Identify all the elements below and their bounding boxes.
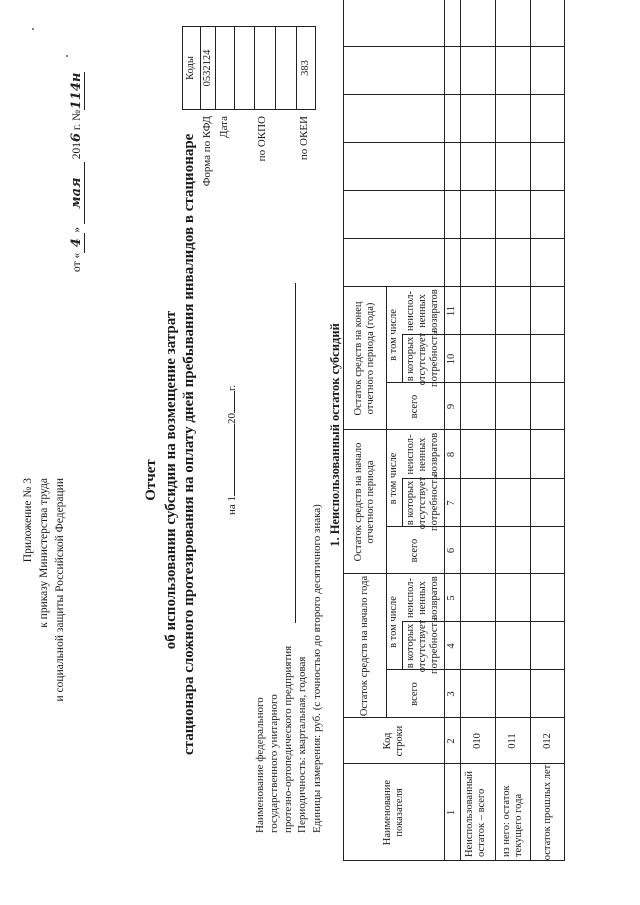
appendix-date-prefix: от «: [71, 252, 83, 272]
appendix-date-day: 4: [69, 238, 84, 248]
period-year-prefix: 20: [226, 412, 238, 424]
start-year-incl: в том числе: [388, 596, 400, 648]
okei-label: по ОКЕИ: [298, 116, 310, 161]
col-number-7: 7: [446, 500, 458, 506]
appendix-date-month: мая: [69, 177, 84, 209]
section-title: 1. Неиспользованный остаток субсидий: [328, 323, 342, 547]
col-number-11: 11: [446, 305, 458, 317]
appendix-date-year-prefix: 201: [71, 142, 83, 160]
date-value: [215, 26, 234, 110]
appendix-line-1: Приложение № 3: [22, 478, 34, 563]
col-number-8: 8: [446, 451, 458, 458]
row-011-name: из него: остаток текущего года: [501, 785, 524, 857]
okei-value: 383: [300, 60, 312, 76]
col-number-6: 6: [446, 547, 458, 554]
group-start-year: Остаток средств на начало года: [358, 575, 370, 717]
okud-value: 0532124: [201, 49, 213, 87]
periodicity: Периодичность: квартальная, годовая: [296, 656, 308, 833]
report-title: Отчет: [143, 459, 159, 501]
row-011-code: 011: [506, 733, 518, 749]
report-period: [226, 385, 238, 515]
appendix-date-line: [70, 72, 85, 272]
okud-label: Форма по КФД: [201, 116, 213, 187]
col-number-10: 10: [446, 353, 458, 365]
start-period-unused-return: неиспол-ненных возвратов: [405, 432, 440, 477]
report-subtitle-1: об использовании субсидии на возмещение затрат: [163, 310, 179, 650]
end-period-no-need: в которых отсутствует потребность: [405, 331, 440, 387]
start-year-unused-return: неиспол-ненных возвратов: [405, 576, 440, 620]
col-number-2: 2: [446, 738, 458, 744]
row-012-code: 012: [541, 733, 553, 749]
appendix-date-no: г. №: [71, 109, 83, 131]
col-number-3: 3: [446, 691, 458, 697]
units: Единицы измерения: руб. (с точностью до второго десятичного знака): [311, 504, 323, 833]
group-end-period: Остаток средств на конец отчетного периода (года): [352, 301, 376, 416]
appendix-line-2: к приказу Министерства труда: [38, 478, 50, 628]
start-year-total: всего: [409, 682, 421, 706]
row-010-name: Неиспользованный остаток – всего: [464, 770, 487, 857]
col-name-header: Наименование показателя: [381, 779, 405, 846]
start-period-incl: в том числе: [388, 452, 400, 505]
end-period-total: всего: [409, 394, 421, 419]
start-year-no-need: в которых отсутствует потребность: [405, 618, 440, 674]
row-010-code: 010: [471, 733, 483, 749]
extra-code-value-2: [275, 26, 296, 110]
col-number-1: 1: [446, 809, 458, 816]
okpo-value: [234, 26, 254, 110]
extra-code-value: [254, 26, 275, 110]
end-period-incl: в том числе: [388, 309, 400, 361]
appendix-date-number: 114н: [69, 72, 84, 110]
org-name-line-3: протезно-ортопедического предприятия: [282, 645, 294, 833]
scan-speck: [32, 28, 34, 30]
period-prefix: на 1: [226, 495, 238, 515]
appendix-date-year-digit: 6: [69, 132, 84, 142]
group-start-period: Остаток средств на начало отчетного периода: [352, 442, 376, 562]
col-number-9: 9: [446, 403, 458, 410]
start-period-no-need: в которых отсутствует потребность: [405, 475, 440, 531]
start-period-total: всего: [409, 538, 421, 563]
report-subtitle-2: стационара сложного протезирования на оплату дней пребывания инвалидов в стационаре: [181, 133, 197, 755]
end-period-unused-return: неиспол-ненных возвратов: [405, 289, 440, 333]
codes-header: Коды: [185, 56, 197, 80]
col-code-header: Код строки: [381, 725, 405, 757]
date-label: Дата: [218, 116, 230, 138]
org-name-underline: [295, 283, 296, 623]
col-number-5: 5: [446, 595, 458, 601]
row-012-name: остаток прошлых лет: [541, 764, 553, 861]
okpo-label: по ОКПО: [256, 116, 268, 162]
col-number-4: 4: [446, 643, 458, 649]
appendix-line-3: и социальной защиты Российской Федерации: [54, 478, 66, 702]
period-suffix: г.: [226, 384, 238, 391]
org-name-line-2: государственного унитарного: [268, 694, 280, 833]
scan-speck: [66, 55, 68, 57]
org-name-line-1: Наименование федерального: [254, 697, 266, 833]
appendix-date-mid: »: [71, 227, 83, 233]
